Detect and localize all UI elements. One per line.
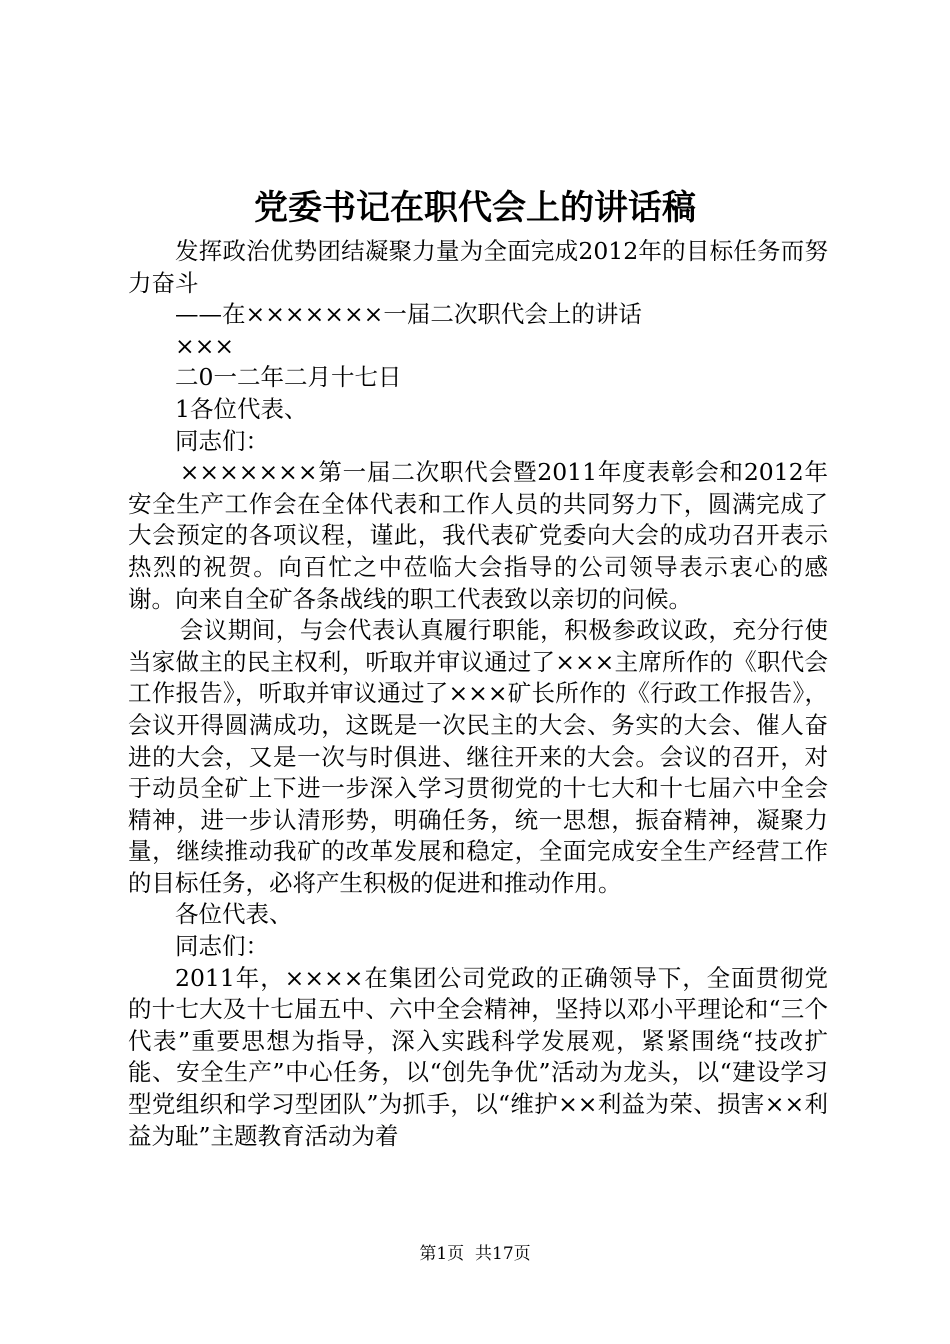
- body-paragraph: 2011年，××××在集团公司党政的正确领导下，全面贯彻党的十七大及十七届五中、六中全会精神，坚持以邓小平理论和“三个代表”重要思想为指导，深入实践科学发展观，紧紧围绕“技改扩能、安全生产”中心任务，以“创先争优”活动为龙头，以“建设学习型党组织和学习型团队”为抓手，以“维护××利益为荣、损害××利益为耻”主题教育活动为着: [128, 963, 828, 1150]
- speaker-name-line: ×××: [175, 331, 235, 360]
- subtitle-paragraph: 发挥政治优势团结凝聚力量为全面完成2012年的目标任务而努力奋斗: [128, 237, 828, 297]
- body-paragraph: 会议期间，与会代表认真履行职能，积极参政议政，充分行使当家做主的民主权利，听取并审议通过了×××主席所作的《职代会工作报告》，听取并审议通过了×××矿长所作的《行政工作报告》，会议开得圆满成功，这既是一次民主的大会、务实的大会、催人奋进的大会，又是一次与时俱进、继往开来的大会。会议的召开，对于动员全矿上下进一步深入学习贯彻党的十七大和十七届六中全会精神，进一步认清形势，明确任务，统一思想，振奋精神，凝聚力量，继续推动我矿的改革发展和稳定，全面完成安全生产经营工作的目标任务，必将产生积极的促进和推动作用。: [128, 616, 828, 897]
- page-total-label: 共17页: [475, 1244, 531, 1264]
- salutation-line: 1各位代表、: [175, 394, 308, 423]
- document-body: [128, 236, 828, 1152]
- document-title: 党委书记在职代会上的讲话稿: [254, 188, 696, 228]
- page-number-label: 第1页: [419, 1244, 465, 1264]
- salutation-line: 同志们：: [175, 426, 269, 455]
- date-line: 二0一二年二月十七日: [175, 363, 402, 392]
- body-paragraph: ×××××××第一届二次职代会暨2011年度表彰会和2012年安全生产工作会在全体代表和工作人员的共同努力下，圆满完成了大会预定的各项议程，谨此，我代表矿党委向大会的成功召开表示热烈的祝贺。向百忙之中莅临大会指导的公司领导表示衷心的感谢。向来自全矿各条战线的职工代表致以亲切的问候。: [128, 458, 828, 613]
- speech-occasion-line: ——在×××××××一届二次职代会上的讲话: [175, 300, 642, 329]
- footer-spacer: [464, 1244, 475, 1264]
- page-footer: [0, 1242, 950, 1266]
- salutation-line: 各位代表、: [175, 900, 293, 929]
- salutation-line: 同志们：: [175, 932, 269, 961]
